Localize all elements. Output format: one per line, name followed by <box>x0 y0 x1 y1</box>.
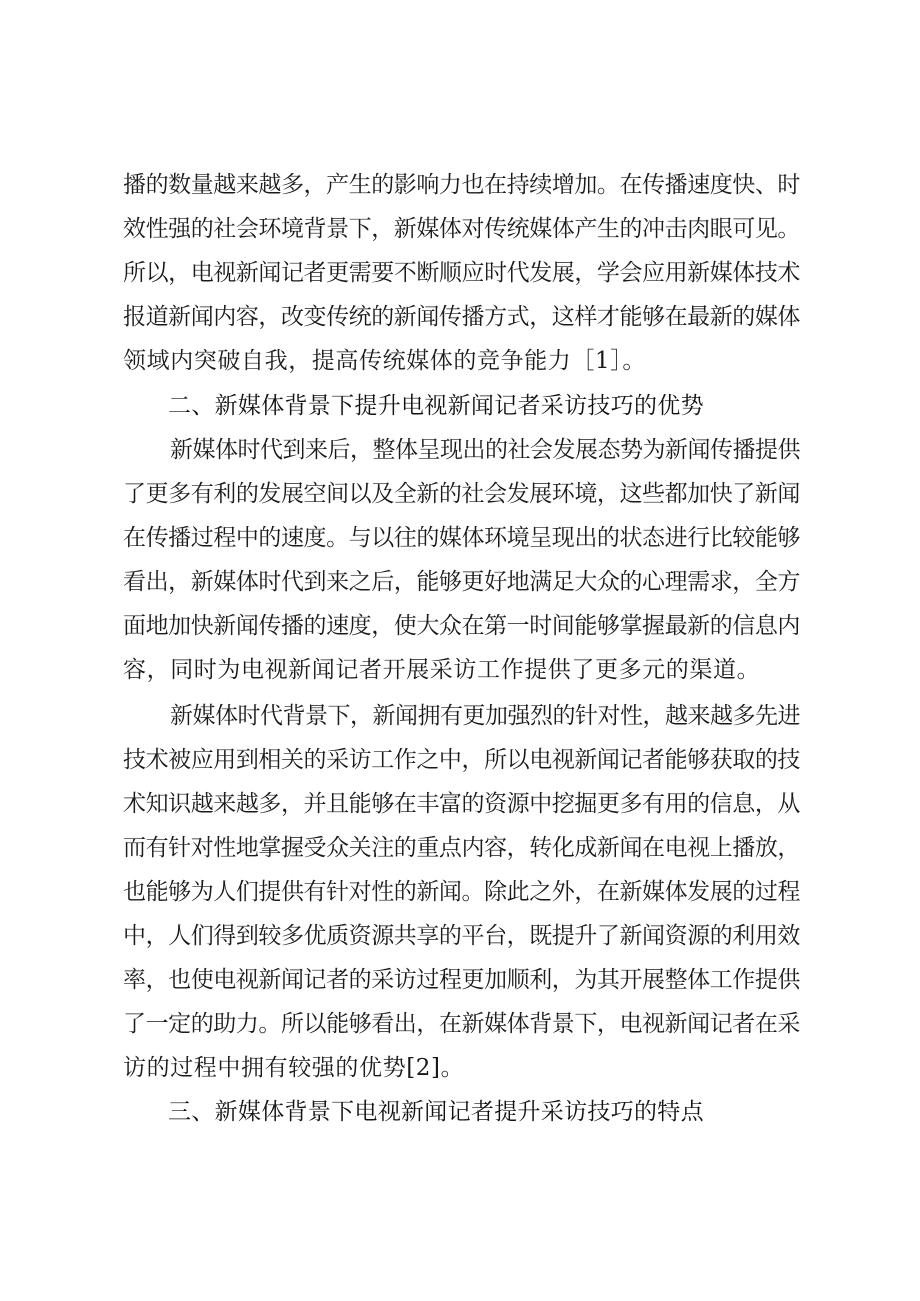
text-line: 新媒体时代背景下，新闻拥有更加强烈的针对性，越来越多先进 <box>170 703 800 729</box>
text-line: 效性强的社会环境背景下，新媒体对传统媒体产生的冲击肉眼可见。 <box>123 216 801 242</box>
text-line: 术知识越来越多，并且能够在丰富的资源中挖掘更多有用的信息，从 <box>123 791 801 817</box>
text-line: 了一定的助力。所以能够看出，在新媒体背景下，电视新闻记者在采 <box>123 1011 801 1037</box>
text-line: 率，也使电视新闻记者的采访过程更加顺利，为其开展整体工作提供 <box>123 967 801 993</box>
text-line: 领域内突破自我，提高传统媒体的竞争能力［1］。 <box>123 348 646 374</box>
text-line: 播的数量越来越多，产生的影响力也在持续增加。在传播速度快、时 <box>123 172 801 198</box>
text-line: 技术被应用到相关的采访工作之中，所以电视新闻记者能够获取的技 <box>123 747 801 773</box>
text-line: 也能够为人们提供有针对性的新闻。除此之外，在新媒体发展的过程 <box>123 879 801 905</box>
section-heading: 二、新媒体背景下提升电视新闻记者采访技巧的优势 <box>168 393 704 419</box>
text-line: 新媒体时代到来后，整体呈现出的社会发展态势为新闻传播提供 <box>170 437 800 463</box>
text-line: 而有针对性地掌握受众关注的重点内容，转化成新闻在电视上播放， <box>123 835 801 861</box>
text-line: 中，人们得到较多优质资源共享的平台，既提升了新闻资源的利用效 <box>123 923 801 949</box>
text-line: 所以，电视新闻记者更需要不断顺应时代发展，学会应用新媒体技术 <box>123 260 801 286</box>
text-line: 面地加快新闻传播的速度，使大众在第一时间能够掌握最新的信息内 <box>123 613 801 639</box>
text-line: 报道新闻内容，改变传统的新闻传播方式，这样才能够在最新的媒体 <box>123 304 801 330</box>
section-heading: 三、新媒体背景下电视新闻记者提升采访技巧的特点 <box>168 1099 704 1125</box>
text-line: 访的过程中拥有较强的优势[2]。 <box>123 1055 465 1081</box>
text-line: 容，同时为电视新闻记者开展采访工作提供了更多元的渠道。 <box>123 657 761 683</box>
text-line: 在传播过程中的速度。与以往的媒体环境呈现出的状态进行比较能够 <box>123 525 801 551</box>
text-line: 看出，新媒体时代到来之后，能够更好地满足大众的心理需求，全方 <box>123 569 801 595</box>
text-line: 了更多有利的发展空间以及全新的社会发展环境，这些都加快了新闻 <box>123 481 801 507</box>
